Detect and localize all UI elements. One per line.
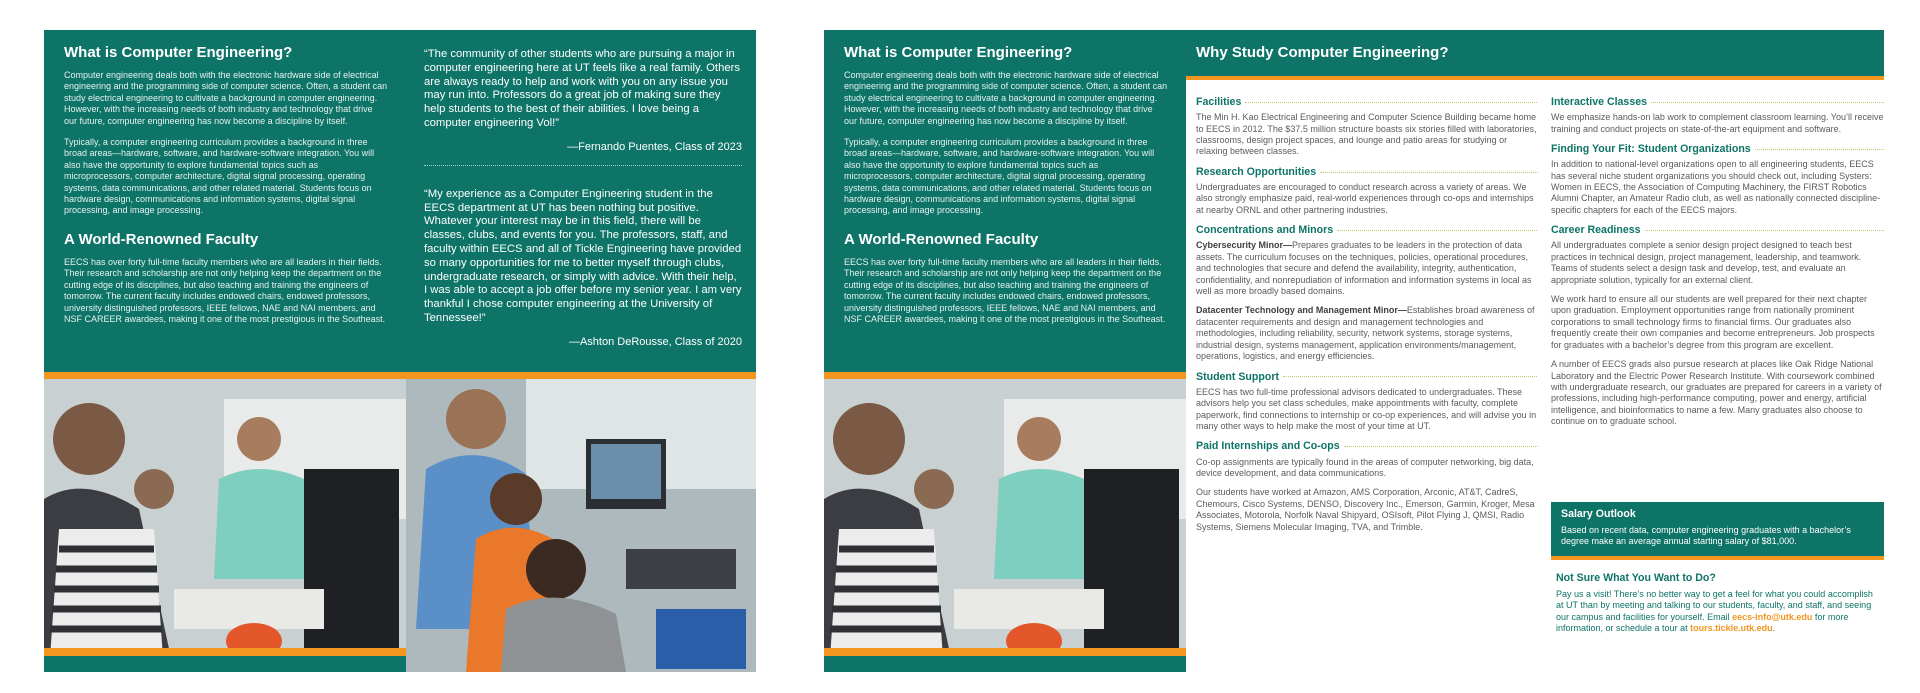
photo-teal-stripe-2 bbox=[824, 656, 1186, 672]
datacenter-minor-desc: Establishes broad awareness of datacenter requirements and design and management technologies and methodologies, including reliability, security, network systems, storage systems, industrial design, systems management, application environments/management, operations, logistics, and energy efficiencies. bbox=[1196, 305, 1535, 362]
research-heading bbox=[1196, 166, 1538, 178]
photo-orange-stripe bbox=[44, 648, 406, 656]
interactive-text: We emphasize hands-on lab work to complement classroom learning. You’ll receive training and conduct projects on state-of-the-art equipment and software. bbox=[1551, 112, 1884, 134]
intro-panel-2 bbox=[824, 30, 1186, 372]
why-header bbox=[1186, 30, 1884, 76]
support-title: Student Support bbox=[1196, 370, 1279, 383]
intro-paragraph-2-2: Typically, a computer engineering curriculum provides a background in three broad areas—hardware, software, and hardware-software integration. You will also have the opportunity to explore fundamental topics such as microprocessors, computer architecture, digital signal processing, operating systems, data communications, and other related material. Students focus on hardware design, communications and information systems, digital signal processing, and image processing. bbox=[844, 137, 1155, 216]
quote-1-text: “The community of other students who are pursuing a major in computer engineering here at UT feels like a real family. Others are always ready to help and work with you on any issue you may run into. Professors do a great job of making sure they help students to the best of their abilities. I love being a computer engineering Vol!” bbox=[424, 48, 741, 129]
photo-teal-stripe bbox=[44, 656, 406, 672]
intro-paragraph-1: Computer engineering deals both with the electronic hardware side of electrical engineering and the programming side of computer science. Often, a student can study electrical engineering to cultivate a background in computer engineering. However, with the increasing needs of both industry and technology that drive our future, computer engineering has now become a discipline by itself. bbox=[64, 70, 388, 126]
interactive-heading bbox=[1551, 96, 1884, 108]
not-sure-text bbox=[1556, 589, 1874, 635]
datacenter-minor-text bbox=[1196, 305, 1538, 362]
fit-heading bbox=[1551, 143, 1884, 155]
students-lab-photo-left bbox=[44, 379, 406, 672]
research-text: Undergraduates are encouraged to conduct research across a variety of areas. We also strongly emphasize paid, real-world experiences through co-ops and internships at nearby ORNL and other partnering industries. bbox=[1196, 182, 1534, 215]
students-lab-photo-2 bbox=[824, 379, 1186, 672]
concentrations-title: Concentrations and Minors bbox=[1196, 224, 1334, 237]
facilities-heading bbox=[1196, 96, 1538, 108]
concentrations-heading bbox=[1196, 224, 1538, 236]
intro-title: What is Computer Engineering? bbox=[64, 44, 293, 61]
photo-orange-stripe-2 bbox=[824, 648, 1186, 656]
email-link[interactable]: eecs-info@utk.edu bbox=[1732, 611, 1813, 622]
datacenter-minor-label: Datacenter Technology and Management Minor— bbox=[1196, 305, 1407, 316]
quote-1-author: —Fernando Puentes, Class of 2023 bbox=[567, 140, 742, 153]
tour-link[interactable]: tours.tickle.utk.edu bbox=[1690, 623, 1773, 634]
cybersecurity-minor-desc: Prepares graduates to be leaders in the protection of data assets. The curriculum focuses on the techniques, policies, operational procedures, and technologies that secure and defend the availability, integrity, authentication, confidentiality, and nonrepudiation of information and information systems in local as well as more broadly based domains. bbox=[1196, 240, 1532, 297]
brochure-page-1 bbox=[44, 30, 756, 672]
why-title: Why Study Computer Engineering? bbox=[1196, 44, 1449, 61]
salary-text: Based on recent data, computer engineering graduates with a bachelor’s degree make an average annual starting salary of $81,000. bbox=[1561, 525, 1851, 547]
orange-divider-2 bbox=[824, 372, 1186, 379]
faculty-paragraph: EECS has over forty full-time faculty members who are all leaders in their fields. Their research and scholarship are not only helping keep the department on the cutting edge of its disciplines, but also teaching and training the engineers of tomorrow. The current faculty includes endowed chairs, endowed professors, university distinguished professors, IEEE fellows, NAE and NAI members, and NSF CAREER awardees, making it one of the most prestigious in the Southeast. bbox=[64, 256, 386, 324]
career-text-3: A number of EECS grads also pursue research at places like Oak Ridge National Laboratory and the Electric Power Research Institute. With coursework combined with undergraduate research, our graduates are prepared for careers in a variety of professions, including high-performance computing, power and energy, artificial intelligence, and bioinformatics to name a few. Many graduates also choose to continue on to graduate school. bbox=[1551, 359, 1882, 427]
fit-title: Finding Your Fit: Student Organizations bbox=[1551, 143, 1751, 156]
career-heading bbox=[1551, 224, 1884, 236]
salary-title: Salary Outlook bbox=[1561, 508, 1636, 520]
cybersecurity-minor-label: Cybersecurity Minor— bbox=[1196, 240, 1293, 251]
intro-paragraph-1-2: Computer engineering deals both with the electronic hardware side of electrical engineering and the programming side of computer science. Often, a student can study electrical engineering to cultivate a background in computer engineering. However, with the increasing needs of both industry and technology that drive our future, computer engineering has now become a discipline by itself. bbox=[844, 70, 1168, 126]
why-column-right bbox=[1551, 80, 1884, 436]
internships-text-2: Our students have worked at Amazon, AMS Corporation, Arconic, AT&T, CadreS, Chemours, Cisco Systems, DENSO, Discovery Inc., Emerson, Garmin, Kroger, Mesa Associates, Motorola, Norfolk Naval Shipyard, OSIsoft, Pilot Flying J, QMSI, Radio Systems, Siemens Molecular Imaging, TVA, and Trimble. bbox=[1196, 487, 1535, 532]
internships-title: Paid Internships and Co-ops bbox=[1196, 440, 1340, 453]
support-text: EECS has two full-time professional advisors dedicated to undergraduates. These advisors help you set class schedules, make appointments with faculty, complete paperwork, find connections to internship or co-op experiences, and will advise you in many other ways to help make the most of your time at UT. bbox=[1196, 386, 1537, 431]
intro-panel bbox=[44, 30, 406, 372]
cybersecurity-minor-text bbox=[1196, 240, 1538, 297]
career-title: Career Readiness bbox=[1551, 224, 1641, 237]
career-text-2: We work hard to ensure all our students are well prepared for their next chapter upon graduation. Employment opportunities range from nationally prominent corporations to small technology firms to financial firms. Our graduates also frequently create their own companies and become entrepreneurs. Job prospects for graduates with a bachelor’s degree from this program are excellent. bbox=[1551, 294, 1875, 350]
interactive-title: Interactive Classes bbox=[1551, 96, 1647, 109]
intro-title-2: What is Computer Engineering? bbox=[844, 44, 1073, 61]
quotes-panel bbox=[406, 30, 756, 372]
orange-divider bbox=[44, 372, 756, 379]
facilities-title: Facilities bbox=[1196, 96, 1242, 109]
quote-2-author: —Ashton DeRousse, Class of 2020 bbox=[568, 335, 742, 348]
support-heading bbox=[1196, 371, 1538, 383]
not-sure-section bbox=[1551, 572, 1884, 635]
brochure-page-2 bbox=[824, 30, 1884, 672]
career-text-1: All undergraduates complete a senior design project designed to teach best practices in technical design, project management, leadership, and teamwork. Teams of students select a design task and develop, test, and evaluate an appropriate solution, typically for an external client. bbox=[1551, 240, 1862, 285]
internships-text-1: Co-op assignments are typically found in the areas of computer networking, big data, device development, and data communications. bbox=[1196, 456, 1534, 478]
fit-text: In addition to national-level organizations open to all engineering students, EECS has several niche student organizations you should check out, including Systers: Women in EECS, the Association of Computing Machinery, the FIRST Robotics Alumni Chapter, an Amateur Radio club, as well as nationally connected discipline-specific chapters for each of the EECS majors. bbox=[1551, 159, 1881, 215]
facilities-text: The Min H. Kao Electrical Engineering and Computer Science Building became home to EECS in 2012. The $37.5 million structure boasts six stories filled with laboratories, classrooms, design project spaces, and lounge and patio areas for studying or relaxing between classes. bbox=[1196, 112, 1537, 157]
quote-2-text: “My experience as a Computer Engineering student in the EECS department at UT has been nothing but positive. Whatever your interest may be in this field, there will be classes, clubs, and events for you. The professors, staff, and faculty within EECS and all of Tickle Engineering have provided so many opportunities for me to better myself through clubs, undergraduate research, or simply with advice. With their help, I was able to accept a job offer before my senior year. I am very thankful I chose computer engineering at the University of Tennessee!” bbox=[424, 187, 742, 324]
students-lab-photo-right bbox=[406, 379, 756, 672]
not-sure-text-b: for more information, or schedule a tour at bbox=[1556, 611, 1849, 634]
not-sure-text-c: . bbox=[1772, 623, 1776, 634]
faculty-paragraph-2: EECS has over forty full-time faculty members who are all leaders in their fields. Their research and scholarship are not only helping keep the department on the cutting edge of its disciplines, but also teaching and training the engineers of tomorrow. The current faculty includes endowed chairs, endowed professors, university distinguished professors, IEEE fellows, NAE and NAI members, and NSF CAREER awardees, making it one of the most prestigious in the Southeast. bbox=[844, 256, 1166, 324]
why-column-left bbox=[1196, 80, 1538, 541]
not-sure-text-a: Pay us a visit! There’s no better way to get a feel for what you could accomplish at UT than by meeting and talking to our students, faculty, and staff, and seeing our campus and facilities for yourself. Email bbox=[1556, 589, 1873, 622]
faculty-title: A World-Renowned Faculty bbox=[64, 230, 259, 248]
salary-outlook-box bbox=[1551, 502, 1884, 556]
faculty-title-2: A World-Renowned Faculty bbox=[844, 230, 1039, 248]
quote-divider bbox=[424, 165, 742, 166]
internships-heading bbox=[1196, 440, 1538, 452]
research-title: Research Opportunities bbox=[1196, 166, 1317, 179]
not-sure-title: Not Sure What You Want to Do? bbox=[1556, 572, 1716, 584]
intro-paragraph-2: Typically, a computer engineering curriculum provides a background in three broad areas—hardware, software, and hardware-software integration. You will also have the opportunity to explore fundamental topics such as microprocessors, computer architecture, digital signal processing, operating systems, data communications, and other related material. Students focus on hardware design, communications and information systems, digital signal processing, and image processing. bbox=[64, 137, 375, 216]
salary-orange-bar bbox=[1551, 556, 1884, 560]
